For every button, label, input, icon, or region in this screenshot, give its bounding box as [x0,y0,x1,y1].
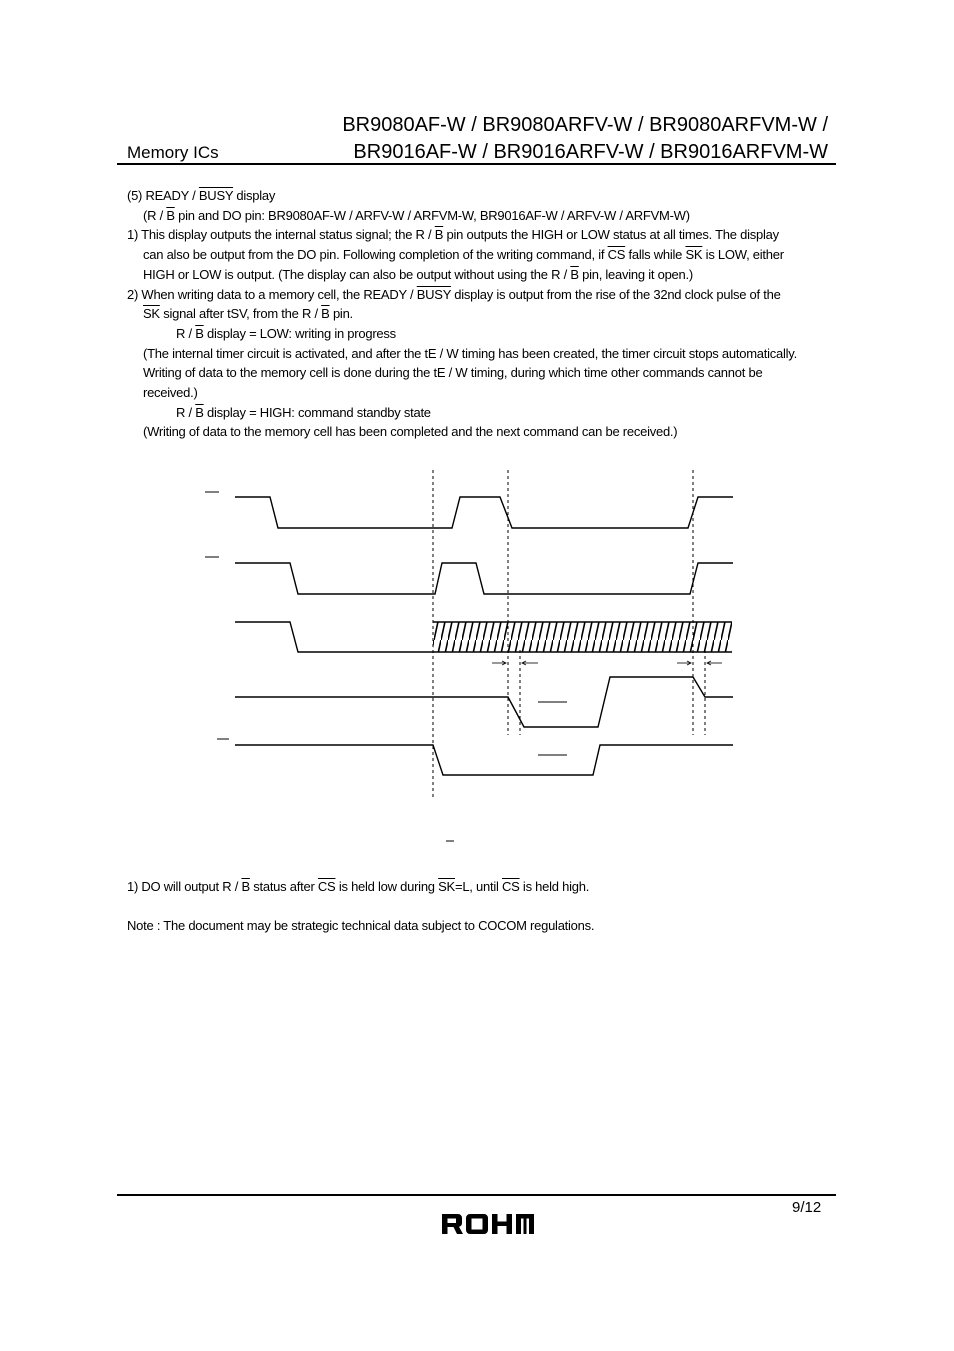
paragraph-1-line2: can also be output from the DO pin. Following completion of the writing command, if $\overline{CS}$ falls while $\overline{SK}$ is LOW, either [143,247,784,263]
signal-rb [235,745,733,775]
header-title-line1: BR9080AF-W / BR9080ARFV-W / BR9080ARFVM-W / [342,114,828,136]
footnote: 1) DO will output R / $\overline{B}$ status after $\overline{CS}$ is held low during $\overline{SK}=L$, until $\overline{CS}$ is held high. [127,879,590,894]
section-heading: (5) READY / BUSY display [127,188,276,203]
signal-do [235,677,733,727]
cocom-note: Note : The document may be strategic technical data subject to COCOM regulations. [127,918,595,933]
hatched-region [433,622,732,652]
paragraph-1-line1: 1) This display outputs the internal status signal; the R / $\overline{B}$ pin outputs the HIGH or LOW status at all times. The display [127,227,779,243]
paragraph-2-line2: $\overline{SK}$ signal after tSV, from the R / $\overline{B}$ pin. [143,306,353,322]
rb-high-line: R / $\overline{B}$ display = HIGH: command standby state [176,404,431,420]
footer-rule [117,1194,836,1196]
signal-sk [235,563,733,594]
header-title-line2: BR9016AF-W / BR9016ARFV-W / BR9016ARFVM-W [353,141,828,163]
header-category: Memory ICs [127,143,219,162]
page-number: 9/12 [792,1199,822,1216]
paragraph-2-line1: 2) When writing data to a memory cell, the READY / BUSY display is output from the rise of the 32nd clock pulse of the [127,286,781,302]
signal-cs [235,497,733,528]
paragraph-5: received.) [143,385,198,401]
paragraph-6: (Writing of data to the memory cell has been completed and the next command can be received.) [143,424,678,440]
paragraph-1-line3: HIGH or LOW is output. (The display can also be output without using the R / $\overline{B}$ pin, leaving it open.) [143,266,693,282]
rohm-logo [440,1210,536,1238]
paragraph-4: Writing of data to the memory cell is done during the tE / W timing, during which time other commands cannot be [143,365,763,381]
paragraph-3: (The internal timer circuit is activated, and after the tE / W timing has been created, the timer circuit stops automatically. [143,345,797,361]
section-subheading: ($R / \overline{B}$ pin and DO pin: BR9080AF-W / ARFV-W / ARFVM-W, BR9016AF-W / ARFV-W / ARFVM-W) [143,207,690,223]
rb-low-line: R / $\overline{B}$ display = LOW: writing in progress [176,325,396,341]
signal-di [235,622,433,652]
